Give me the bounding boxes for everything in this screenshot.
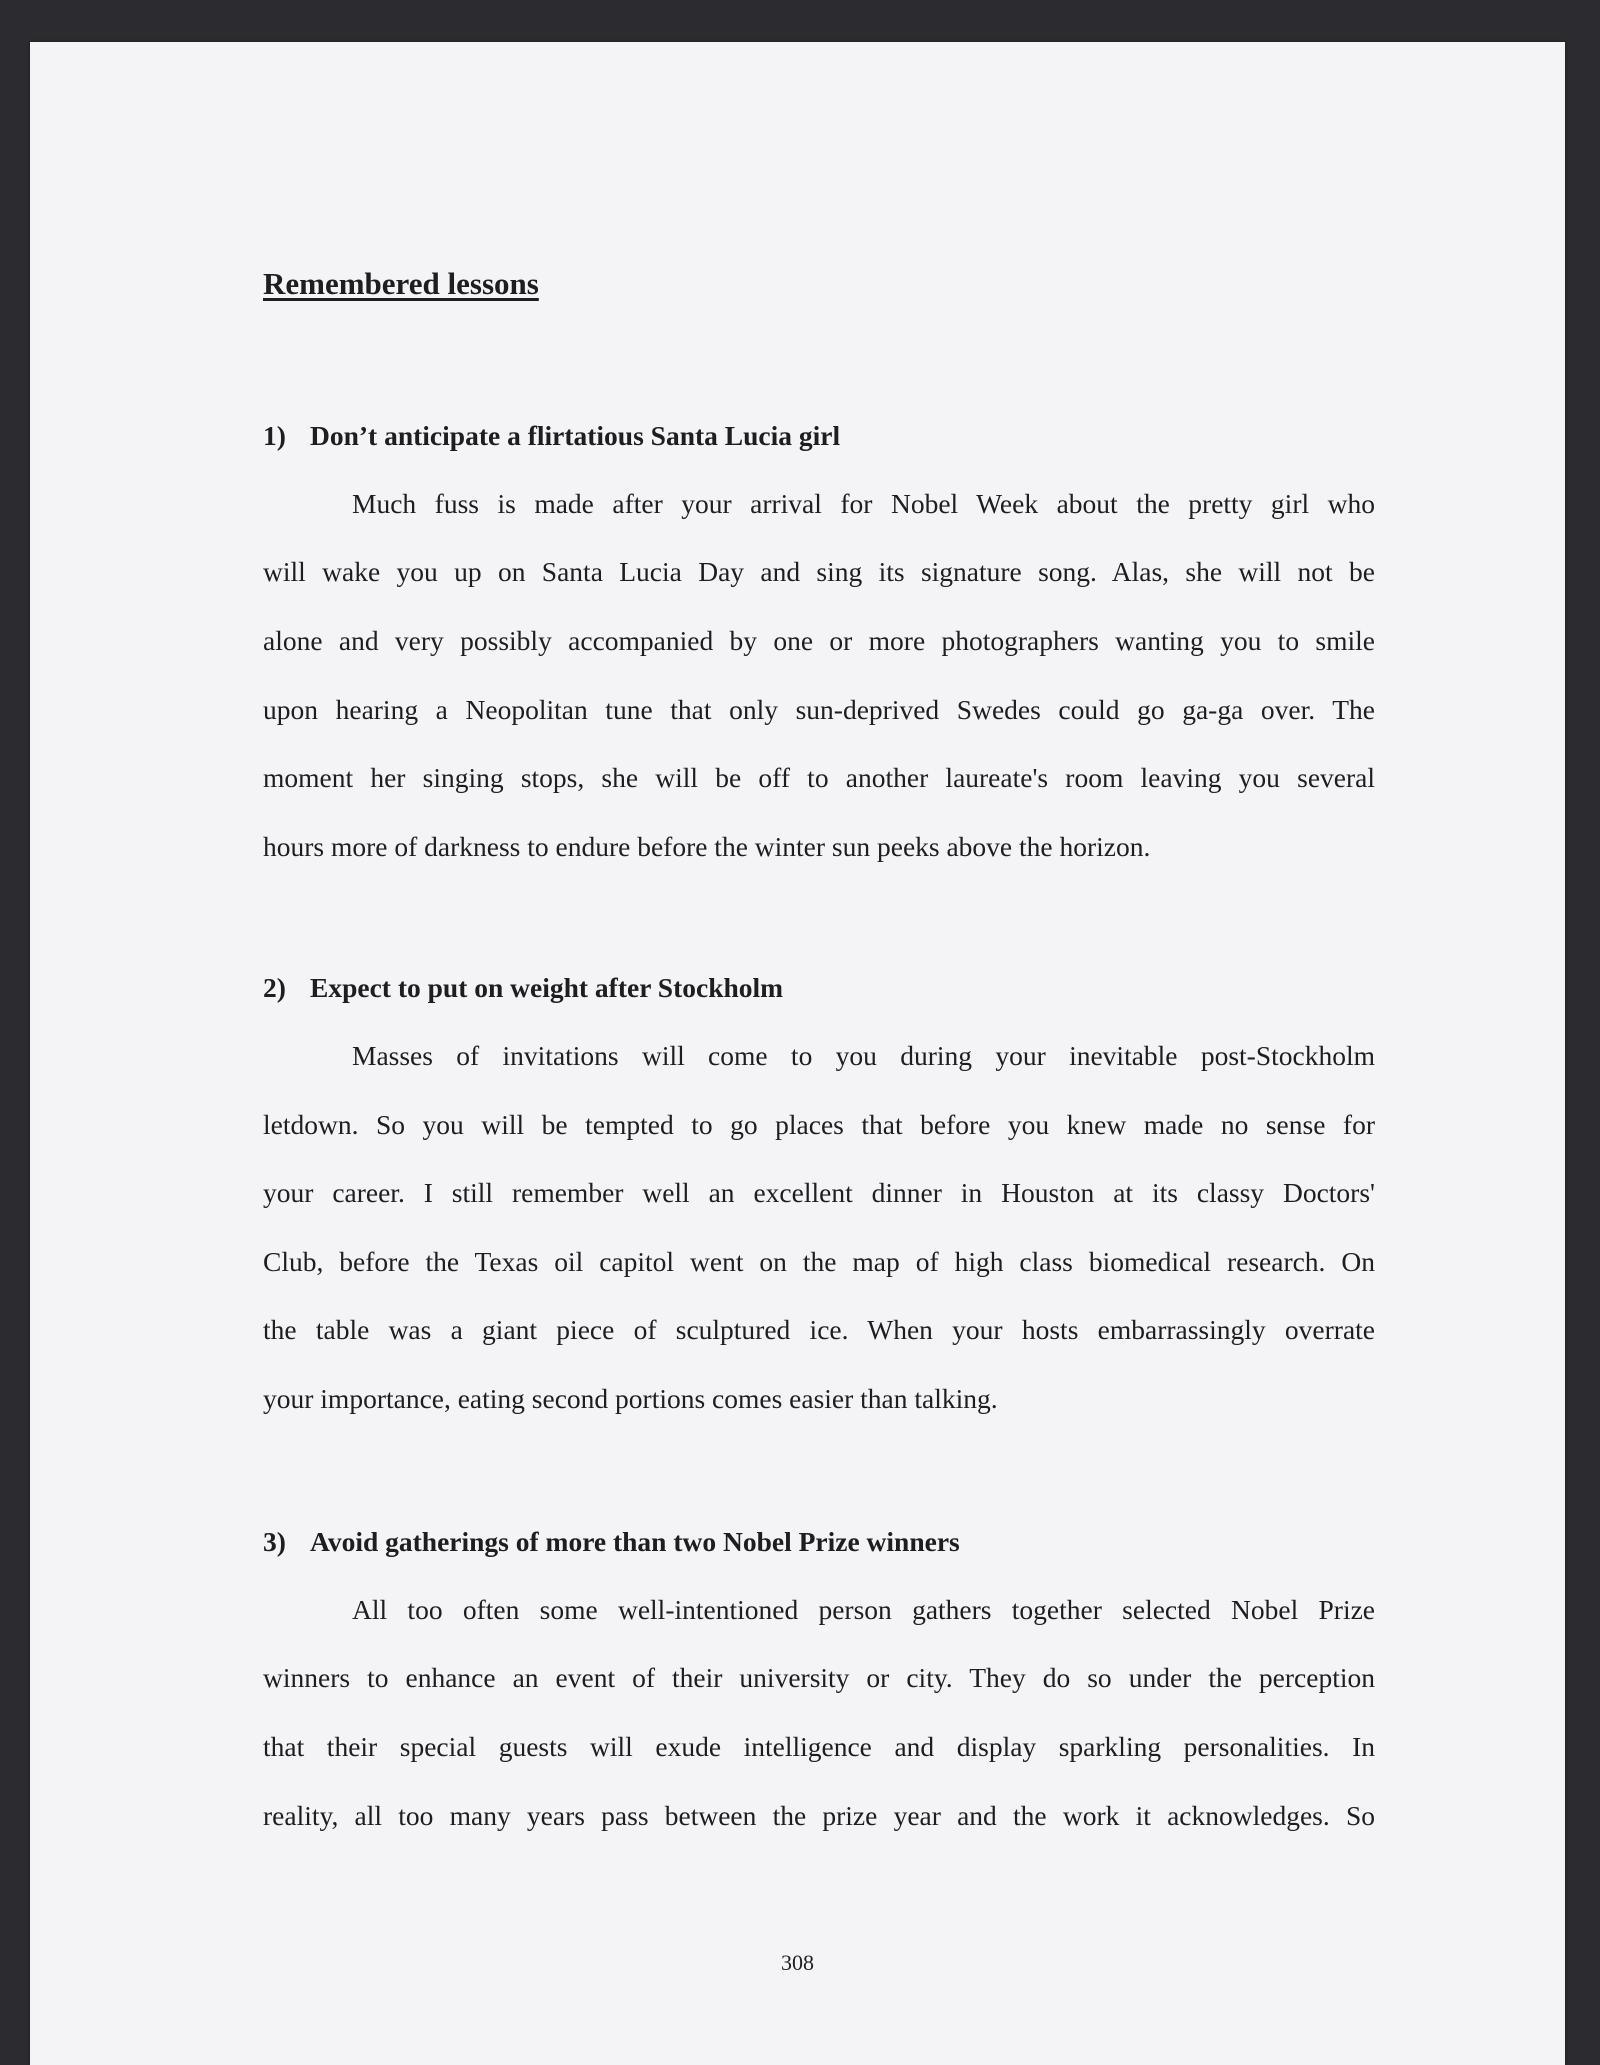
paragraph-line: All too often some well-intentioned person gathers together selected Nobel Prize <box>352 1594 1375 1625</box>
paragraph-line: the table was a giant piece of sculptured ice. When your hosts embarrassingly overrate <box>263 1314 1375 1345</box>
paragraph-line: winners to enhance an event of their university or city. They do so under the perception <box>263 1662 1375 1693</box>
paragraph-line: hours more of darkness to endure before the winter sun peeks above the horizon. <box>263 831 1151 862</box>
document-page <box>30 42 1565 2065</box>
section-title: Don’t anticipate a flirtatious Santa Lucia girl <box>310 420 841 451</box>
paragraph-line: will wake you up on Santa Lucia Day and sing its signature song. Alas, she will not be <box>263 556 1375 587</box>
paragraph-line: moment her singing stops, she will be off to another laureate's room leaving you several <box>263 762 1375 793</box>
page-number: 308 <box>781 1950 814 1975</box>
section-number: 1) <box>263 420 286 451</box>
section-heading-3 <box>263 1526 960 1558</box>
paragraph-line: your importance, eating second portions comes easier than talking. <box>263 1383 998 1414</box>
paragraph-line: your career. I still remember well an excellent dinner in Houston at its classy Doctors' <box>263 1177 1375 1208</box>
page-title: Remembered lessons <box>263 266 539 301</box>
paragraph-line: Much fuss is made after your arrival for Nobel Week about the pretty girl who <box>352 488 1375 519</box>
section-heading-1 <box>263 420 840 452</box>
section-title: Expect to put on weight after Stockholm <box>310 972 784 1003</box>
section-number: 2) <box>263 972 286 1003</box>
paragraph-line: that their special guests will exude intelligence and display sparkling personalities. In <box>263 1731 1375 1762</box>
paragraph-line: Masses of invitations will come to you during your inevitable post-Stockholm <box>352 1040 1375 1071</box>
paragraph-line: letdown. So you will be tempted to go places that before you knew made no sense for <box>263 1109 1375 1140</box>
paragraph-line: reality, all too many years pass between the prize year and the work it acknowledges. So <box>263 1800 1375 1831</box>
section-title: Avoid gatherings of more than two Nobel Prize winners <box>310 1526 960 1557</box>
section-number: 3) <box>263 1526 286 1557</box>
paragraph-line: alone and very possibly accompanied by one or more photographers wanting you to smile <box>263 625 1375 656</box>
section-heading-2 <box>263 972 783 1004</box>
paragraph-line: upon hearing a Neopolitan tune that only sun-deprived Swedes could go ga-ga over. The <box>263 694 1375 725</box>
paragraph-line: Club, before the Texas oil capitol went on the map of high class biomedical research. On <box>263 1246 1375 1277</box>
